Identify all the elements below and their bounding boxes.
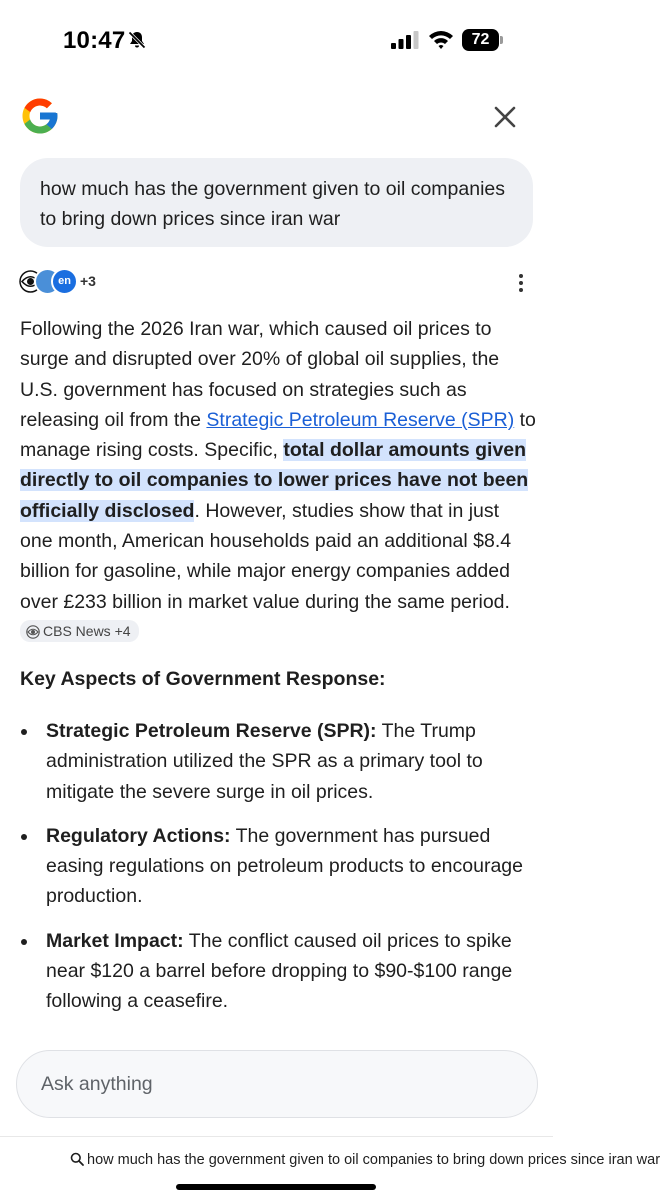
battery-icon [462, 29, 504, 51]
answer-text-3: . However, studies show that in just one month, American households paid an additional $8.4 billion for gasoline, while major energy companies added over £233 billion in market value during the same period. [20, 499, 512, 613]
ask-input[interactable] [41, 1051, 521, 1117]
search-icon [70, 1152, 84, 1166]
battery-tip [500, 36, 503, 44]
query-text: how much has the government given to oil companies to bring down prices since iran war [40, 178, 506, 230]
key-aspects-heading: Key Aspects of Government Response: [20, 668, 386, 690]
highlighted-claim: total dollar amounts given directly to oil companies to lower prices have not been officially disclosed [20, 439, 529, 522]
bottom-search-bar[interactable] [0, 1136, 660, 1200]
answer-paragraph [20, 314, 536, 647]
close-icon[interactable] [488, 100, 522, 134]
cbs-eye-icon [26, 625, 40, 639]
list-item-title: Strategic Petroleum Reserve (SPR): [46, 720, 377, 742]
bottom-query[interactable] [70, 1152, 660, 1168]
more-vert-icon[interactable] [510, 272, 532, 294]
list-item-text: The government has pursued easing regulations on petroleum products to encourage production. [46, 824, 523, 908]
citation-chip[interactable] [20, 620, 139, 642]
status-bar [0, 0, 553, 82]
spr-link[interactable]: Strategic Petroleum Reserve (SPR) [206, 408, 515, 431]
list-item-text: The conflict caused oil prices to spike near $120 a barrel before dropping to $90-$100 range following a ceasefire. [46, 929, 513, 1013]
status-time: 10:47 [63, 27, 126, 54]
sources-more-count: +3 [80, 273, 96, 289]
battery-level: 72 [462, 29, 499, 51]
list-item-title: Regulatory Actions: [46, 824, 231, 847]
query-bubble [20, 158, 533, 247]
key-aspects-list [20, 716, 536, 1031]
answer-text-1: Following the 2026 Iran war, which caused oil prices to surge and disrupted over 20% of global oil supplies, the U.S. government has focused on strategies such as releasing oil from the [20, 318, 500, 431]
wifi-icon [428, 28, 454, 50]
citation-label: CBS News +4 [43, 622, 131, 639]
signal-icon [391, 31, 419, 49]
bell-slash-icon [127, 30, 147, 50]
google-g-icon [19, 95, 61, 137]
answer-text-2: to manage rising costs. Specific, [20, 408, 536, 462]
list-item-text: The Trump administration utilized the SPR as a primary tool to mitigate the severe surge in oil prices. [46, 720, 483, 803]
list-item-title: Market Impact: [46, 929, 184, 952]
list-item [20, 926, 536, 1017]
home-indicator[interactable] [176, 1184, 376, 1190]
list-item [20, 821, 536, 912]
bottom-query-text: how much has the government given to oil companies to bring down prices since iran war [87, 1152, 660, 1168]
en-source-icon: en [51, 268, 78, 295]
ask-box[interactable] [16, 1050, 538, 1118]
list-item [20, 716, 536, 807]
